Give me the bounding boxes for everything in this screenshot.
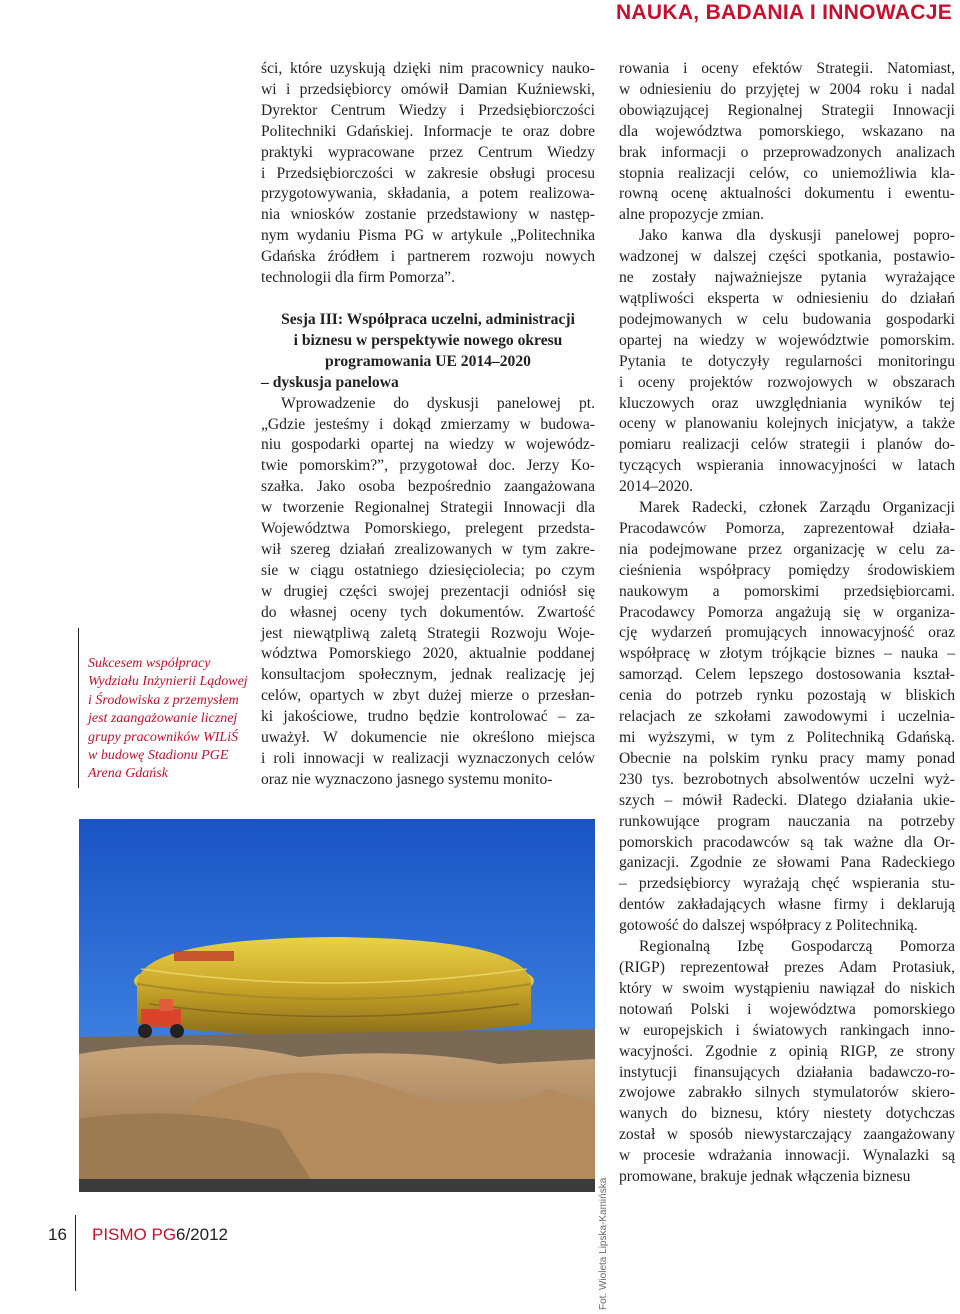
text-line: nym wydaniu Pisma PG w artykule „Politechnika [261, 227, 595, 245]
text-line: współpracę w złotym trójkącie biznes – nauka – [619, 645, 955, 663]
text-line: programowania UE 2014–2020 [325, 352, 531, 370]
text-line: Politechniki Gdańskiej. Informacje te oraz dobre [261, 122, 595, 140]
text-line: niu gospodarki opartej na wiedzy w wojewódz- [261, 436, 595, 454]
text-line: uważył. W dokumencie nie określono miejsca [261, 729, 595, 747]
section-title: NAUKA, BADANIA I INNOWACJE [615, 1, 952, 24]
text-line: dla województwa pomorskiego, wskazano na [619, 122, 955, 140]
text-line: wił szereg działań zrealizowanych w tym zakre- [261, 540, 595, 558]
text-line: w tworzenie Regionalnej Strategii Innowacji dla [261, 499, 595, 517]
text-line: Pytania te dotyczyły regularności monitoringu [619, 352, 955, 370]
text-line: sie w ciągu ostatniego dziesięciolecia; po czym [261, 561, 595, 579]
text-line: cieśnienia współpracy pomiędzy środowiskiem [619, 561, 955, 579]
text-line: brak informacji o przeprowadzonych analizach [619, 143, 955, 161]
text-line: oraz nie wyznaczono jasnego systemu monito- [261, 770, 553, 788]
text-line: runkowujące program nauczania na potrzeby [619, 812, 955, 830]
text-line: instytucji finansujących działania badawczo-ro- [619, 1063, 955, 1081]
text-line: ne zostały najważniejsze pytania wyrażające [619, 269, 955, 287]
text-line: – dyskusja panelowa [261, 373, 399, 391]
text-line: i oceny projektów rozwojowych w obszarach [619, 373, 955, 391]
section-header [0, 0, 960, 33]
text-line: 2014–2020. [619, 478, 694, 496]
text-line: w drugiej części swojej prezentacji odniósł się [261, 582, 595, 600]
text-line: notowań Polski i województwa pomorskiego [619, 1000, 955, 1018]
text-line: zwojowe zabrakło silnych stymulatorów skiero- [619, 1084, 955, 1102]
text-line: wątpliwości eksperta w odniesieniu do działań [619, 289, 955, 307]
text-line: nia podejmowane przez organizację w celu za- [619, 540, 955, 558]
text-line: wi i przedsiębiorcy omówił Damian Kuźniewski, [261, 80, 595, 98]
text-line: szych – mówił Radecki. Dlatego działania ukie- [619, 791, 955, 809]
text-line: przygotowywania, składania, a potem realizowa- [261, 185, 595, 203]
caption-rule [78, 628, 79, 788]
text-line: rowania i oceny efektów Strategii. Natomiast, [619, 60, 955, 77]
text-line: celów, opartych w zbyt dużej mierze o przesłan- [261, 687, 595, 705]
text-line: wacyjności. Zgodnie z opinią RIGP, ze strony [619, 1042, 955, 1060]
text-line: i biznesu w perspektywie nowego okresu [293, 331, 563, 349]
text-line: w odniesieniu do przyjętej w 2004 roku i nadal [619, 80, 955, 98]
stadium-photo [79, 819, 595, 1192]
text-line: praktyki wypracowane przez Centrum Wiedzy [261, 143, 595, 161]
text-line: opartej na wiedzy w województwie pomorskim. [619, 331, 955, 349]
magazine-name: PISMO PG [92, 1225, 177, 1244]
text-line: wanych do biznesu, który niestety dotychczas [619, 1105, 955, 1123]
text-line: i Przedsiębiorczości w zakresie obsługi procesu [261, 164, 595, 182]
paragraph-middle-1 [261, 59, 595, 289]
text-line: w europejskich i światowych rankingach inno- [619, 1021, 955, 1039]
issue-number: 6/2012 [176, 1225, 228, 1244]
text-line: wództwa Pomorskiego 2020, aktualnie poddanej [261, 645, 595, 663]
text-line: – przedsiębiorcy wyrażają chęć wspierania stu- [619, 875, 955, 893]
text-line: obowiązującej Regionalnej Strategii Innowacji [619, 101, 955, 119]
stadium-photo-image [79, 819, 595, 1192]
text-line: wadzonej w dalszej części spotkania, postawio- [619, 248, 955, 266]
text-line: konsultacjom społecznym, jednak realizację jej [261, 666, 595, 684]
session-heading [261, 310, 595, 394]
text-line: i roli innowacji w realizacji wyznaczonych celów [261, 750, 595, 767]
text-line: Dyrektor Centrum Wiedzy i Przedsiębiorczości [261, 101, 595, 119]
photo-credit-text: Fot. Wioleta Lipska-Kamińska [598, 1177, 609, 1310]
page-footer [0, 1215, 960, 1291]
text-line: 230 tys. bezrobotnych absolwentów uczelni wyż- [619, 770, 955, 788]
page-number: 16 [48, 1225, 67, 1244]
text-line: nia wniosków zostanie przedstawiony w następ- [261, 206, 595, 224]
text-line: oceny w planowaniu kolejnych inicjatyw, a także [619, 415, 955, 433]
paragraph-right-1 [619, 59, 955, 226]
text-line: Marek Radecki, członek Zarządu Organizacji [639, 499, 955, 517]
text-line: cję wydarzeń promujących innowacyjność oraz [619, 624, 955, 642]
text-line: który w swoim wystąpieniu nawiązał do niskich [619, 979, 955, 997]
text-line: Pracodawców Pomorza, zaprezentował działa- [619, 519, 955, 537]
text-line: „Gdzie jesteśmy i dokąd zmierzamy w budowa- [261, 415, 595, 433]
text-line: samorząd. Celem lepszego dostosowania kształ- [619, 666, 955, 684]
text-line: twie pomorskim?”, przygotował doc. Jerzy Ko- [261, 457, 595, 475]
text-line: jest niewątpliwą zaletą Strategii Rozwoju Woje- [261, 624, 595, 642]
text-line: ki jakościowe, trudno będzie kontrolować – za- [261, 708, 595, 726]
text-column-middle [261, 59, 595, 791]
text-line: rowną ocenę aktualności dokumentu i ewentu- [619, 185, 955, 203]
text-line: cenia do potrzeb rynku pozostają w bliskich [619, 687, 955, 705]
text-line: Pracodawcy Pomorza angażują się w organiza- [619, 603, 955, 621]
text-column-right [619, 59, 955, 1188]
text-line: podejmowanych w celu budowania gospodarki [619, 310, 955, 328]
text-line: naukowym a pomorskimi przedsiębiorcami. [619, 582, 955, 600]
paragraph-right-2 [619, 226, 955, 498]
text-line: Województwa Pomorskiego, prelegent przedsta- [261, 520, 595, 538]
text-line: został w sposób niewystarczający zaangażowany [619, 1126, 955, 1144]
text-line: do własnej oceny tych dokumentów. Zwartość [261, 603, 595, 621]
paragraph-right-3 [619, 498, 955, 937]
text-line: mi wyższymi, w tym z Politechniką Gdańską. [619, 729, 955, 746]
photo-caption-block [78, 628, 246, 788]
text-line: pomorskich pracodawców są tak ważne dla Or- [619, 833, 955, 851]
text-line: promowane, brakuje jednak włączenia biznesu [619, 1168, 911, 1186]
paragraph-middle-2 [261, 394, 595, 791]
text-line: szałka. Jako osoba bezpośrednio zaangażowana [261, 478, 595, 496]
text-line: tyczących wspierania innowacyjności w latach [619, 457, 955, 475]
text-line: Wprowadzenie do dyskusji panelowej pt. [281, 394, 595, 412]
text-line: ganizacji. Zgodnie ze słowami Pana Radeckiego [619, 854, 955, 872]
text-line: technologii dla firm Pomorza”. [261, 269, 456, 287]
text-line: relacjach ze szkołami zawodowymi i uczelnia- [619, 708, 955, 726]
text-line: kluczowych oraz uwzględniania wyników tej [619, 394, 955, 412]
text-line: ści, które uzyskują dzięki nim pracownicy nauko- [261, 60, 595, 77]
text-line: Regionalną Izbę Gospodarczą Pomorza [639, 938, 955, 956]
paragraph-right-4 [619, 937, 955, 1188]
text-line: (RIGP) reprezentował prezes Adam Protasiuk, [619, 958, 955, 976]
photo-caption: Sukcesem współpracy Wydziału Inżynierii Lądowej i Środowiska z przemysłem jest zaangażowanie licznej grupy pracowników WILiŚ w budowę Stadionu PGE Arena Gdańsk [88, 656, 248, 782]
text-line: pomiaru realizacji celów strategii i planów do- [619, 436, 955, 454]
text-line: dentów zakładających własne firmy i deklarują [619, 896, 955, 914]
spacer [261, 289, 595, 310]
text-line: Jako kanwa dla dyskusji panelowej popro- [639, 227, 955, 245]
text-line: alne propozycje zmian. [619, 206, 765, 224]
text-line: gotowość do dalszej współpracy z Politechniką. [619, 917, 918, 935]
text-line: w procesie wdrażania innowacji. Wynalazki są [619, 1147, 955, 1165]
text-line: Sesja III: Współpraca uczelni, administracji [281, 310, 575, 328]
text-line: Obecnie na polskim rynku pracy mamy ponad [619, 749, 955, 767]
footer-rule [75, 1215, 76, 1291]
text-line: stopnia realizacji celów, co uniemożliwia kla- [619, 164, 955, 182]
text-line: Gdańska źródłem i partnerem rozwoju nowych [261, 248, 595, 266]
